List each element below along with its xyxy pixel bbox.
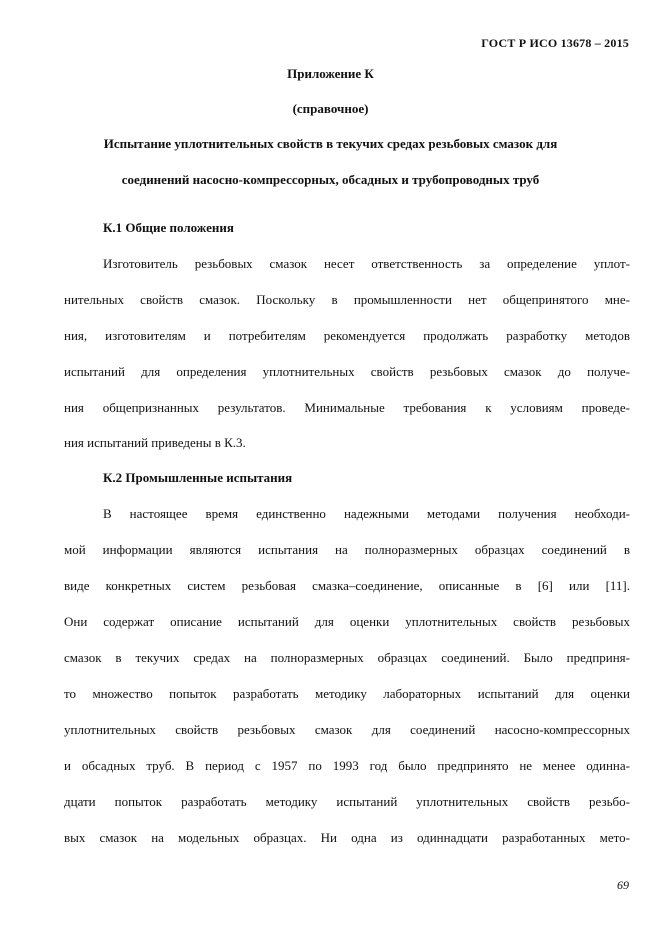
appendix-title: Приложение К xyxy=(287,66,374,81)
section-k2-line: и обсадных труб. В период с 1957 по 1993 год было предпринято не менее одинна- xyxy=(64,758,630,773)
section-k2-line: уплотнительных свойств резьбовых смазок для соединений насосно-компрессорных xyxy=(64,722,630,737)
section-k1-line: Изготовитель резьбовых смазок несет ответственность за определение уплот- xyxy=(103,256,630,271)
section-k2-line: мой информации являются испытания на полноразмерных образцах соединений в xyxy=(64,542,630,557)
section-k1-line: нительных свойств смазок. Поскольку в промышленности нет общепринятого мне- xyxy=(64,292,630,307)
section-k2-line: виде конкретных систем резьбовая смазка–соединение, описанные в [6] или [11]. xyxy=(64,578,630,593)
section-k2-line: дцати попыток разработать методику испытаний уплотнительных свойств резьбо- xyxy=(64,794,630,809)
section-k1-line: ния испытаний приведены в К.3. xyxy=(64,435,246,450)
document-code-header: ГОСТ Р ИСО 13678 – 2015 xyxy=(481,36,629,50)
section-k1-line: ния, изготовителям и потребителям рекомендуется продолжать разработку методов xyxy=(64,328,630,343)
section-k1-line: испытаний для определения уплотнительных свойств резьбовых смазок до получе- xyxy=(64,364,630,379)
section-k2-line: вых смазок на модельных образцах. Ни одна из одиннадцати разработанных мето- xyxy=(64,830,630,845)
page-number: 69 xyxy=(617,878,629,892)
section-k2-line: Они содержат описание испытаний для оценки уплотнительных свойств резьбовых xyxy=(64,614,630,629)
section-k1-heading: К.1 Общие положения xyxy=(103,220,234,235)
appendix-heading-line-1: Испытание уплотнительных свойств в текучих средах резьбовых смазок для xyxy=(103,136,558,151)
section-k2-line: смазок в текучих средах на полноразмерных образцах соединений. Было предприня- xyxy=(64,650,630,665)
section-k1-line: ния общепризнанных результатов. Минимальные требования к условиям проведе- xyxy=(64,400,630,415)
appendix-status: (справочное) xyxy=(292,101,369,116)
appendix-heading-line-2: соединений насосно-компрессорных, обсадных и трубопроводных труб xyxy=(121,172,540,187)
section-k2-line: В настоящее время единственно надежными методами получения необходи- xyxy=(103,506,630,521)
section-k2-heading: К.2 Промышленные испытания xyxy=(103,470,293,485)
section-k2-line: то множество попыток разработать методику лабораторных испытаний для оценки xyxy=(64,686,630,701)
